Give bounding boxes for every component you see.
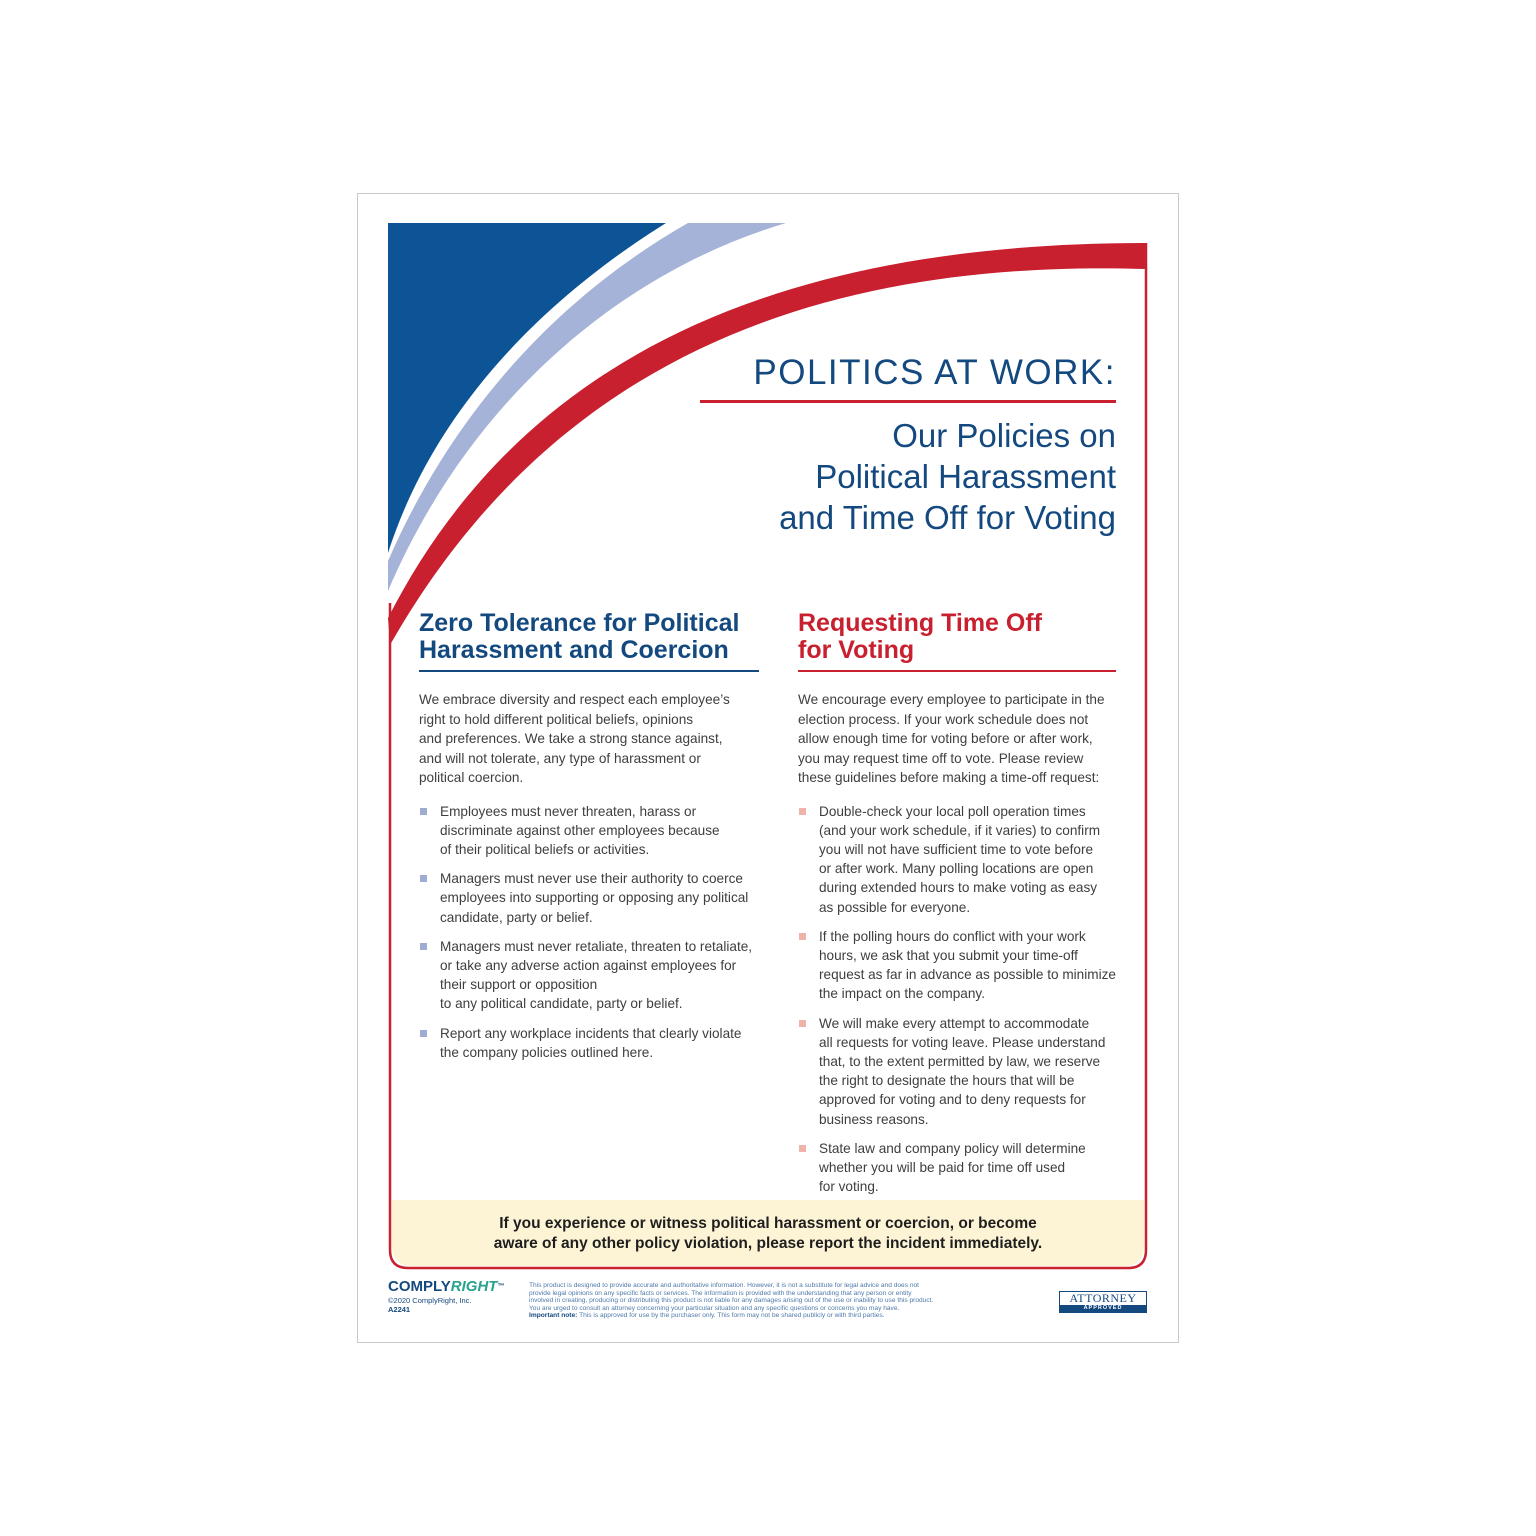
attorney-approved-badge: ATTORNEY APPROVED [1059,1291,1147,1313]
report-notice-text: If you experience or witness political harassment or coercion, or become aware of any other policy violation, please report the incident immediately. [493,1215,1043,1252]
copyright-text: ©2020 ComplyRight, Inc. [388,1296,472,1305]
square-bullet-icon [420,875,427,882]
square-bullet-icon [420,808,427,815]
list-item: State law and company policy will determine whether you will be paid for time off used for voting. [798,1139,1116,1197]
square-bullet-icon [420,1030,427,1037]
square-bullet-icon [799,933,806,940]
list-item: If the polling hours do conflict with your work hours, we ask that you submit your time-off request as far in advance as possible to minimize the impact on the company. [798,927,1116,1004]
section-intro: We embrace diversity and respect each employee’s right to hold different political beliefs, opinions and preferences. We take a strong stance against, and will not tolerate, any type of harassment or political coercion. [419,692,730,785]
section-title: Zero Tolerance for Political Harassment and Coercion [419,610,759,672]
list-item: Employees must never threaten, harass or discriminate against other employees because of their political beliefs or activities. [419,802,759,860]
list-item: Managers must never retaliate, threaten to retaliate, or take any adverse action against employees for their support or opposition to any political candidate, party or belief. [419,937,759,1014]
section-title: Requesting Time Off for Voting [798,610,1116,672]
product-code: A2241 [388,1305,411,1314]
square-bullet-icon [799,1145,806,1152]
legal-disclaimer: This product is designed to provide accurate and authoritative information. However, it is not a substitute for legal advice and does not provide legal opinions on any specific facts or services. The information is provided with the understanding that any person or entity involved in creating, producing or distributing this product is not liable for any damages arising out of the use or inability to use this product. You are urged to consult an attorney concerning your particular situation and any specific questions or concerns you may have. Important note: This is approved for use by the purchaser only. This form may not be shared publicly or with third parties. [529,1282,934,1320]
list-item: Managers must never use their authority to coerce employees into supporting or opposing any political candidate, party or belief. [419,869,759,927]
time-off-section [798,610,1116,1206]
list-item: Double-check your local poll operation times (and your work schedule, if it varies) to confirm you will not have sufficient time to vote before or after work. Many polling locations are open during extended hours to make voting as easy as possible for everyone. [798,802,1116,917]
section-intro: We encourage every employee to participate in the election process. If your work schedule does not allow enough time for voting before or after work, you may request time off to vote. Please review these guidelines before making a time-off request: [798,692,1105,785]
guideline-bullets [798,802,1116,1197]
page-subtitle: Our Policies on Political Harassment and Time Off for Voting [779,417,1116,536]
list-item: We will make every attempt to accommodate all requests for voting leave. Please understand that, to the extent permitted by law, we reserve the right to designate the hours that will be approved for voting and to deny requests for business reasons. [798,1014,1116,1129]
list-item: Report any workplace incidents that clearly violate the company policies outlined here. [419,1024,759,1062]
square-bullet-icon [799,1020,806,1027]
square-bullet-icon [799,808,806,815]
square-bullet-icon [420,943,427,950]
policy-bullets [419,802,759,1062]
title-block [700,352,1116,538]
complyright-logo: COMPLYRIGHT™ ©2020 ComplyRight, Inc. A2241 [388,1278,505,1314]
zero-tolerance-section [419,610,759,1072]
page-title: POLITICS AT WORK: [700,352,1116,403]
